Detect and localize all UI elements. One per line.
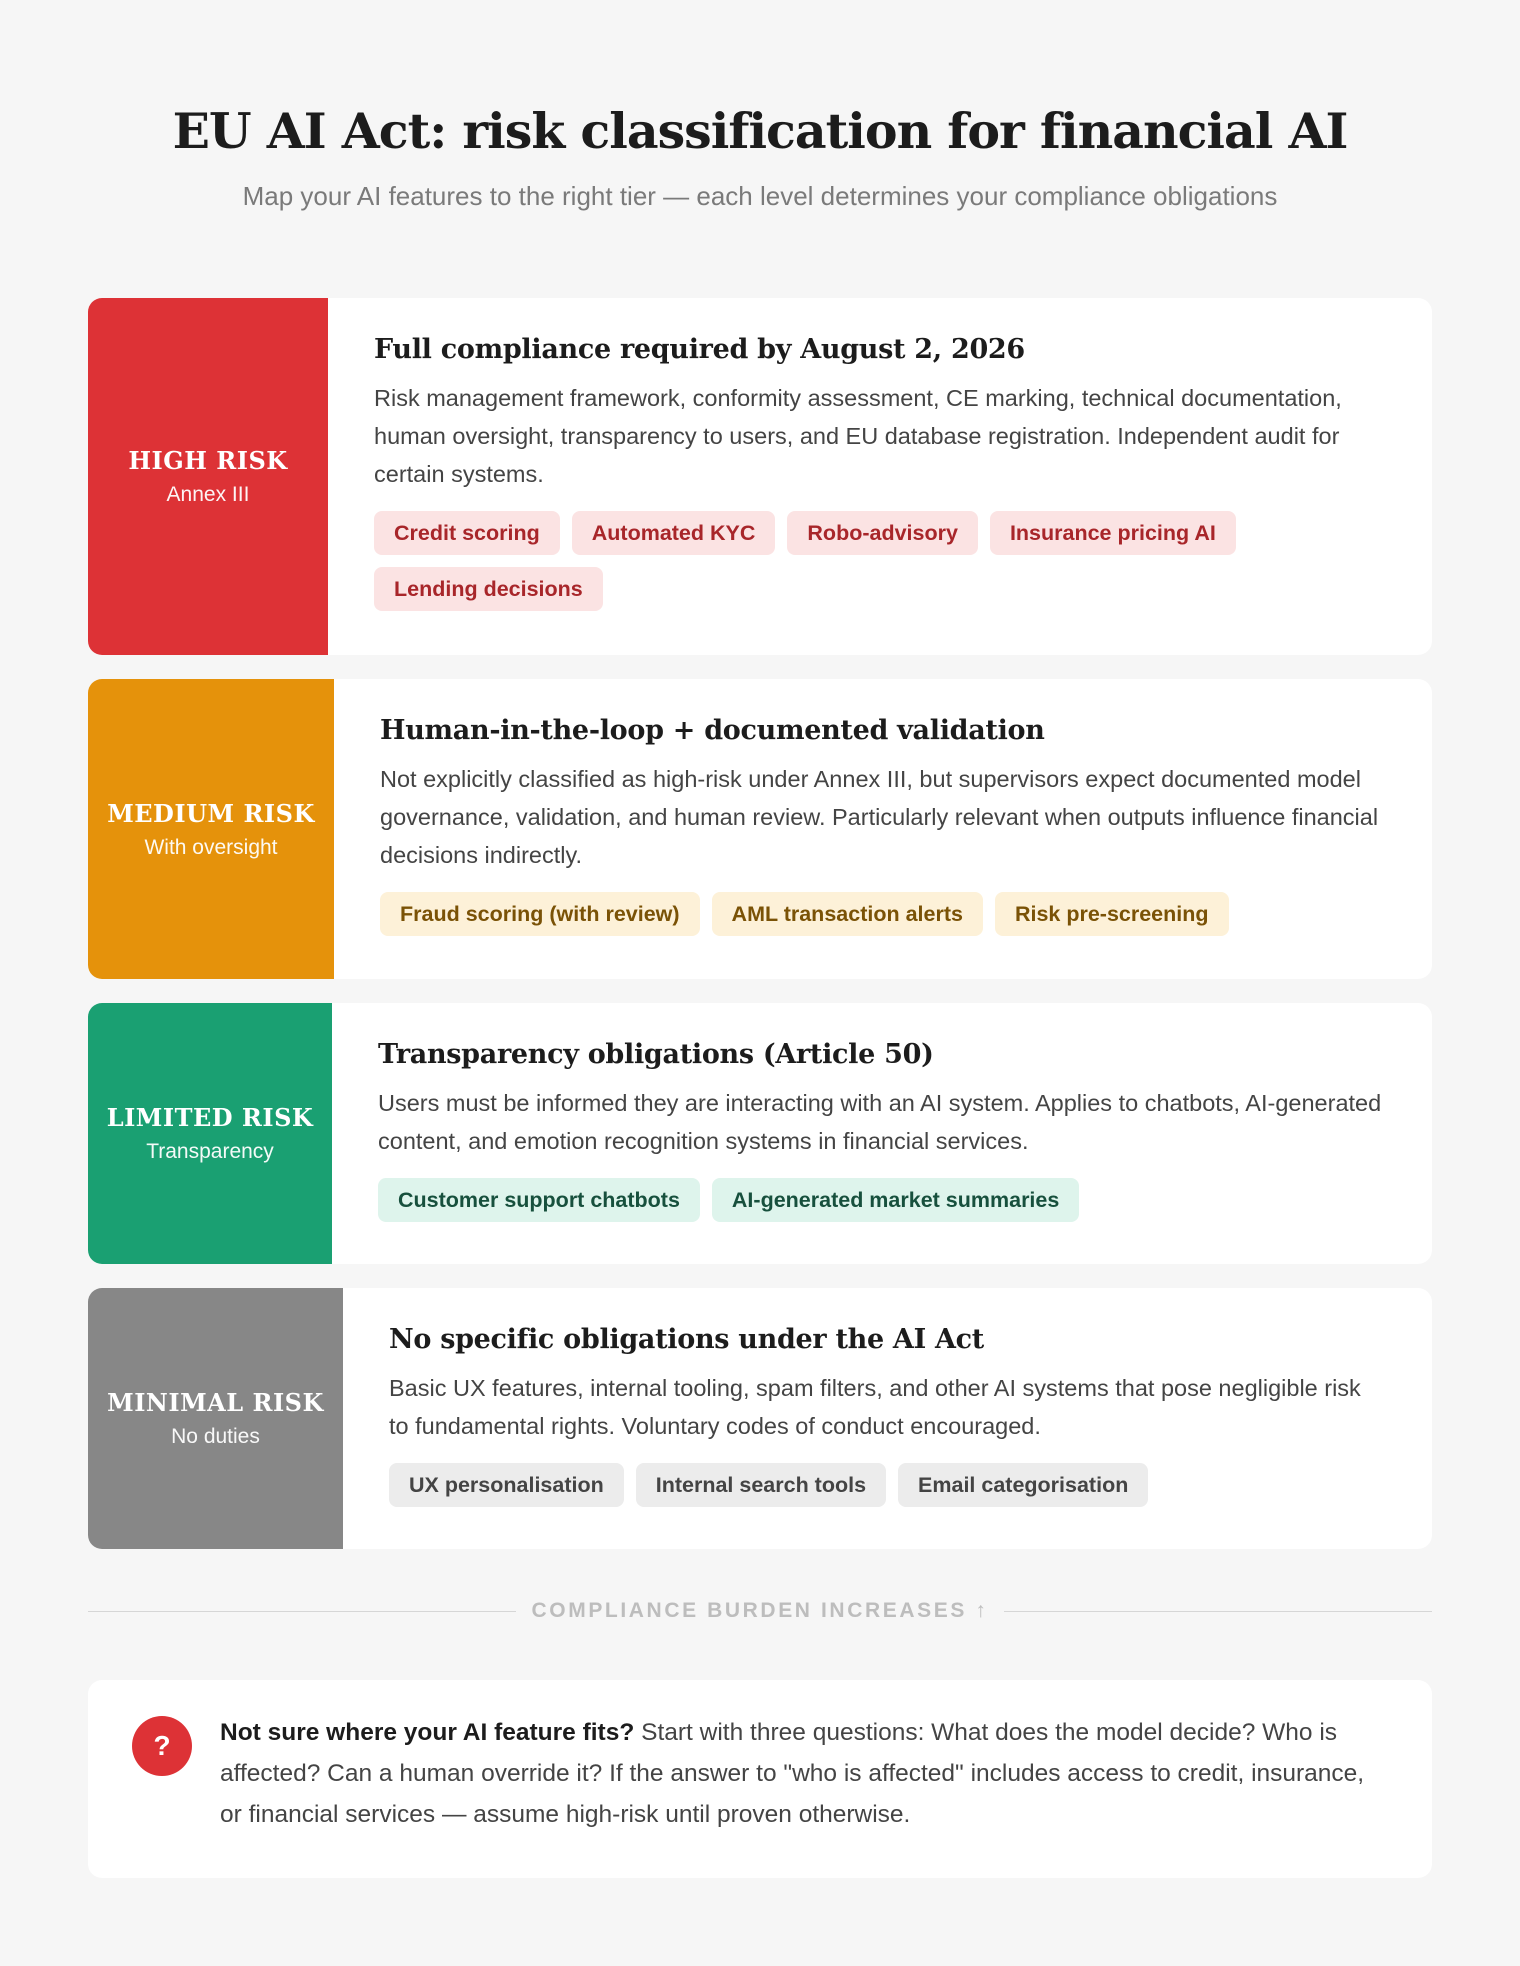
tier-body <box>334 679 1432 979</box>
tag: Internal search tools <box>636 1463 886 1507</box>
tier-label-limited-risk <box>88 1003 332 1264</box>
help-note-lead: Not sure where your AI feature fits? <box>220 1719 635 1746</box>
help-note-body: Start with three questions: What does the model decide? Who is affected? Can a human override it? If the answer to "who is affected" includes access to credit, insurance, or financial services — assume high-risk until proven otherwise. <box>220 1719 1365 1828</box>
tier-body <box>328 298 1432 655</box>
compliance-burden-divider <box>88 1596 1432 1626</box>
tag: UX personalisation <box>389 1463 624 1507</box>
tier-card-medium-risk <box>88 679 1432 979</box>
tier-name: MINIMAL RISK <box>107 1388 324 1417</box>
tier-subtitle: With oversight <box>144 835 278 859</box>
tag: Fraud scoring (with review) <box>380 892 700 936</box>
tier-label-medium-risk <box>88 679 334 979</box>
tier-description: Basic UX features, internal tooling, spam filters, and other AI systems that pose negligible risk to fundamental rights. Voluntary codes of conduct encouraged. <box>389 1375 1361 1439</box>
tag: Insurance pricing AI <box>990 511 1236 555</box>
tier-subtitle: Annex III <box>166 483 250 506</box>
tag: Automated KYC <box>572 511 776 555</box>
tier-description: Users must be informed they are interacting with an AI system. Applies to chatbots, AI-generated content, and emotion recognition systems in financial services. <box>378 1090 1382 1154</box>
tier-card-minimal-risk <box>88 1288 1432 1549</box>
tag: Credit scoring <box>374 511 560 555</box>
tier-heading: Transparency obligations (Article 50) <box>378 1039 934 1070</box>
tier-label-high-risk <box>88 298 328 655</box>
divider-line <box>1004 1611 1432 1612</box>
divider-label: COMPLIANCE BURDEN INCREASES ↑ <box>531 1599 989 1622</box>
help-note-text <box>220 1712 1372 1878</box>
question-icon: ? <box>132 1716 192 1776</box>
tier-description: Not explicitly classified as high-risk under Annex III, but supervisors expect documented model governance, validation, and human review. Particularly relevant when outputs influence financial decisions indirectly. <box>380 766 1379 868</box>
page-title: EU AI Act: risk classification for financial AI <box>172 102 1348 160</box>
tier-body <box>332 1003 1432 1264</box>
tier-heading: No specific obligations under the AI Act <box>389 1324 984 1355</box>
tag-list <box>380 892 1386 936</box>
tier-heading: Human-in-the-loop + documented validation <box>380 715 1045 746</box>
tag: Risk pre-screening <box>995 892 1229 936</box>
tier-name: LIMITED RISK <box>106 1103 314 1132</box>
page-subtitle: Map your AI features to the right tier — each level determines your compliance obligations <box>242 181 1278 211</box>
tag-list <box>374 511 1386 611</box>
tier-card-high-risk <box>88 298 1432 655</box>
divider-line <box>88 1611 516 1612</box>
tier-name: MEDIUM RISK <box>107 798 315 828</box>
tag-list <box>389 1463 1386 1507</box>
tag: AI-generated market summaries <box>712 1178 1079 1222</box>
tier-card-limited-risk <box>88 1003 1432 1264</box>
tier-description: Risk management framework, conformity assessment, CE marking, technical documentation, human oversight, transparency to users, and EU database registration. Independent audit for certain systems. <box>374 385 1342 487</box>
tag: Robo-advisory <box>787 511 978 555</box>
tag: AML transaction alerts <box>712 892 983 936</box>
tier-subtitle: No duties <box>171 1425 260 1448</box>
tier-heading: Full compliance required by August 2, 2026 <box>374 334 1025 365</box>
tag: Lending decisions <box>374 567 603 611</box>
tier-subtitle: Transparency <box>146 1140 274 1163</box>
tag: Email categorisation <box>898 1463 1148 1507</box>
tag: Customer support chatbots <box>378 1178 700 1222</box>
tier-body <box>343 1288 1432 1549</box>
tier-label-minimal-risk <box>88 1288 343 1549</box>
tag-list <box>378 1178 1386 1222</box>
help-note <box>88 1680 1432 1878</box>
tier-name: HIGH RISK <box>128 446 288 475</box>
